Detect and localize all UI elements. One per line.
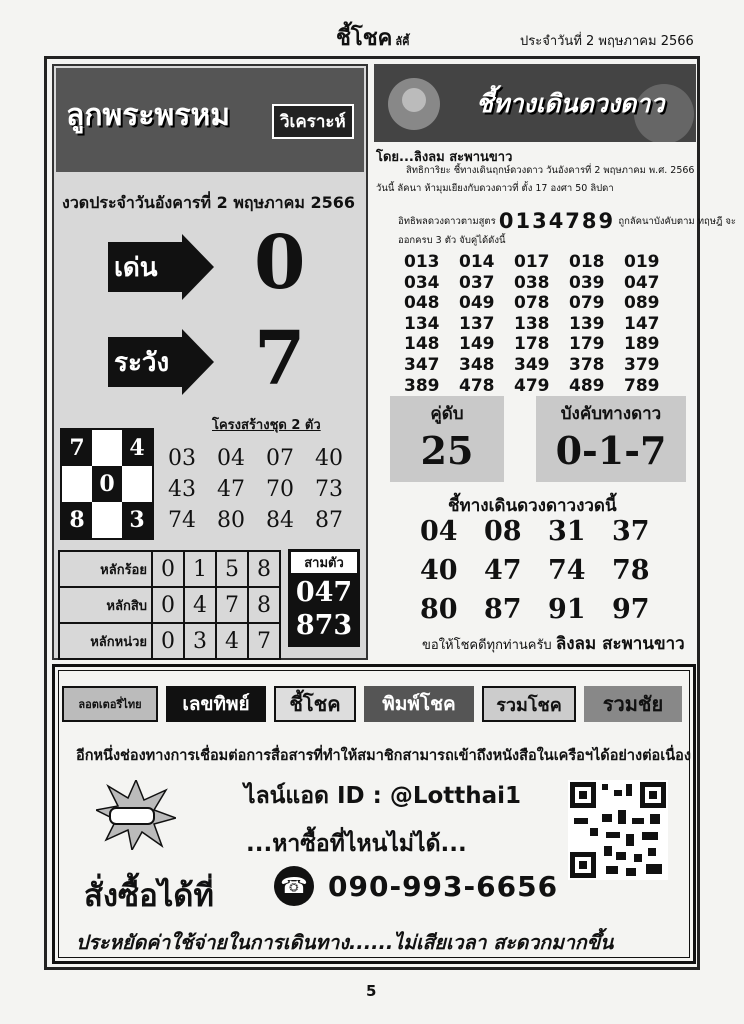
- left-title: ลูกพระพรหม: [66, 98, 230, 133]
- digit-cell: 1: [184, 551, 216, 587]
- power-digits: 0134789: [498, 209, 616, 233]
- combo-item: 038: [514, 272, 550, 293]
- pair-item: 07: [266, 446, 294, 471]
- combo-item: 049: [459, 293, 495, 314]
- combo-item: 479: [514, 375, 550, 396]
- wish-name: ลิงลม สะพานขาว: [555, 634, 685, 654]
- combo-item: 138: [514, 313, 550, 334]
- grid-cell: 0: [92, 466, 122, 502]
- pair-item: 84: [266, 508, 294, 533]
- combo-item: 489: [569, 375, 605, 396]
- pair-item: 87: [315, 508, 343, 533]
- three-digit-value: 047: [295, 577, 353, 608]
- grid-cell: 7: [62, 430, 92, 466]
- grid-cell: [92, 430, 122, 466]
- combo-item: 379: [624, 354, 660, 375]
- page-number: 5: [366, 982, 377, 1000]
- combo-item: 018: [569, 252, 605, 272]
- trail-item: 40: [420, 555, 458, 586]
- trail-item: 80: [420, 594, 458, 625]
- qr-code[interactable]: [568, 780, 668, 880]
- slogan: ประหยัดค่าใช้จ่ายในการเดินทาง......ไม่เสียเวลา สะดวกมากขึ้น: [76, 931, 614, 954]
- line-id: ไลน์แอด ID : @Lotthai1: [244, 783, 522, 809]
- trail-item: 97: [612, 594, 650, 625]
- digit-cell: 5: [216, 551, 248, 587]
- pair-item: 80: [217, 508, 245, 533]
- digit-cell: 4: [184, 587, 216, 623]
- combo-item: 179: [569, 334, 605, 355]
- three-digit-title: สามตัว: [290, 551, 358, 574]
- combo-item: 089: [624, 293, 660, 314]
- three-digit-value: 873: [295, 610, 353, 641]
- combo-item: 147: [624, 313, 660, 334]
- trail-item: 08: [484, 516, 522, 547]
- force-title: บังคับทางดาว: [560, 404, 662, 424]
- digit-cell: 4: [216, 623, 248, 659]
- pair-item: 40: [315, 446, 343, 471]
- logo-chichok: ชี้โชค: [274, 686, 356, 722]
- trail-item: 37: [612, 516, 650, 547]
- combo-item: 078: [514, 293, 550, 314]
- description-text: สิทธิการิยะ ชี้ทางเดินฤกษ์ดวงดาว วันอังคารที่ 2 พฤษภาคม พ.ศ. 2566 วันนี้ ลัคนา ห้ามุมเยียงกับดวงดาวที่ ตั้ง 17 องศา 50 ลิปดา: [376, 165, 695, 194]
- power-line: [398, 209, 744, 248]
- wish-prefix: ขอให้โชคดีทุกท่านครับ: [422, 638, 552, 653]
- logo-pimchok: พิมพ์โชค: [364, 686, 474, 722]
- combo-item: 137: [459, 313, 495, 334]
- trail-item: 47: [484, 555, 522, 586]
- combo-item: 034: [404, 272, 440, 293]
- main-arrow: [108, 242, 182, 292]
- author: โดย...ลิงลม สะพานขาว: [376, 150, 513, 165]
- combo-item: 017: [514, 252, 550, 272]
- combo-item: 019: [624, 252, 660, 272]
- row-label: หลักหน่วย: [59, 623, 152, 659]
- combo-item: 378: [569, 354, 605, 375]
- trail-item: 31: [548, 516, 586, 547]
- combo-item: 148: [404, 334, 440, 355]
- trail-item: 74: [548, 555, 586, 586]
- trail-item: 87: [484, 594, 522, 625]
- table-row: [59, 623, 280, 659]
- phone-icon: ☎: [274, 866, 314, 906]
- digit-cell: 7: [216, 587, 248, 623]
- combo-item: 014: [459, 252, 495, 272]
- caution-number: 7: [254, 316, 306, 402]
- logo-ruamchok: รวมโชค: [482, 686, 576, 722]
- digit-cell: 8: [248, 551, 280, 587]
- structure-title: โครงสร้างชุด 2 ตัว: [212, 418, 321, 433]
- grid-cell: 8: [62, 502, 92, 538]
- trail-item: 04: [420, 516, 458, 547]
- combo-item: 389: [404, 375, 440, 396]
- combo-item: 478: [459, 375, 495, 396]
- digit-cell: 0: [152, 623, 184, 659]
- digit-cell: 3: [184, 623, 216, 659]
- logo-ruamchai: รวมชัย: [584, 686, 682, 722]
- force-box: [536, 396, 686, 482]
- combo-item: 347: [404, 354, 440, 375]
- grid-cell: 3: [122, 502, 152, 538]
- digit-cell: 8: [248, 587, 280, 623]
- digit-cell: 7: [248, 623, 280, 659]
- phone-number[interactable]: 090-993-6656: [328, 870, 559, 903]
- combo-item: 013: [404, 252, 440, 272]
- header-date: ประจำวันที่ 2 พฤษภาคม 2566: [520, 34, 694, 49]
- combo-item: 348: [459, 354, 495, 375]
- combo-list: [404, 252, 679, 396]
- digit-cell: 0: [152, 587, 184, 623]
- main-label: เด่น: [114, 252, 158, 283]
- pair-list: [168, 446, 364, 533]
- row-label: หลักร้อย: [59, 551, 152, 587]
- combo-item: 178: [514, 334, 550, 355]
- grid-cell: [92, 502, 122, 538]
- wish-line: [422, 630, 685, 657]
- caution-label: ระวัง: [114, 347, 170, 378]
- power-suffix: ถูกลัคนาบังคับตาม ทฤษฎี จะออกครบ 3 ตัว จับคู่ได้ดังนี้: [398, 216, 737, 246]
- header-logo: ชี้โชค ลัคี้: [336, 25, 410, 51]
- pair-box: [390, 396, 504, 482]
- digit-cell: 0: [152, 551, 184, 587]
- combo-item: 039: [569, 272, 605, 293]
- logo-lekthip: เลขทิพย์: [166, 686, 266, 722]
- grid-cell: 4: [122, 430, 152, 466]
- cant-find-text: ...หาซื้อที่ไหนไม่ได้...: [246, 831, 467, 857]
- combo-item: 047: [624, 272, 660, 293]
- combo-item: 149: [459, 334, 495, 355]
- trail-list: [420, 516, 676, 625]
- pair-item: 70: [266, 477, 294, 502]
- pair-item: 43: [168, 477, 196, 502]
- combo-item: 079: [569, 293, 605, 314]
- pair-item: 73: [315, 477, 343, 502]
- three-digit-box: [288, 549, 360, 647]
- trail-item: 91: [548, 594, 586, 625]
- draw-date: งวดประจำวันอังคารที่ 2 พฤษภาคม 2566: [62, 193, 355, 212]
- combo-item: 139: [569, 313, 605, 334]
- pair-title: คู่ดับ: [430, 404, 464, 424]
- pair-value: 25: [420, 428, 474, 473]
- order-label: สั่งซื้อได้ที่: [84, 878, 214, 914]
- digit-position-table: [58, 550, 281, 660]
- trail-item: 78: [612, 555, 650, 586]
- combo-item: 048: [404, 293, 440, 314]
- row-label: หลักสิบ: [59, 587, 152, 623]
- combo-item: 349: [514, 354, 550, 375]
- table-row: [59, 587, 280, 623]
- pair-item: 04: [217, 446, 245, 471]
- pointing-hand-icon: [96, 780, 176, 850]
- caution-arrow: [108, 337, 182, 387]
- combo-item: 037: [459, 272, 495, 293]
- grid-cell: [122, 466, 152, 502]
- left-subtitle: วิเคราะห์: [272, 104, 354, 139]
- combo-item: 789: [624, 375, 660, 396]
- pair-item: 03: [168, 446, 196, 471]
- ad-tagline: อีกหนึ่งช่องทางการเชื่อมต่อการสื่อสารที่ทำให้สมาชิกสามารถเข้าถึงหนังสือในเครือฯได้อย่างต่อเนื่อง: [76, 748, 691, 764]
- table-row: [59, 551, 280, 587]
- description: [376, 162, 696, 198]
- logo-lotthai: ลอตเตอรี่ไทย: [62, 686, 158, 722]
- combo-item: 134: [404, 313, 440, 334]
- combo-item: 189: [624, 334, 660, 355]
- force-value: 0-1-7: [555, 428, 667, 473]
- main-number: 0: [254, 220, 306, 306]
- pair-item: 47: [217, 477, 245, 502]
- right-title: ชี้ทางเดินดวงดาว: [476, 89, 665, 118]
- digit-grid: [60, 428, 154, 540]
- grid-cell: [62, 466, 92, 502]
- power-prefix: อิทธิพลดวงดาวตามสูตร: [398, 216, 496, 227]
- header-logo-small: ลัคี้: [395, 35, 410, 48]
- pair-item: 74: [168, 508, 196, 533]
- trail-title: ชี้ทางเดินดวงดาวงวดนี้: [448, 496, 617, 516]
